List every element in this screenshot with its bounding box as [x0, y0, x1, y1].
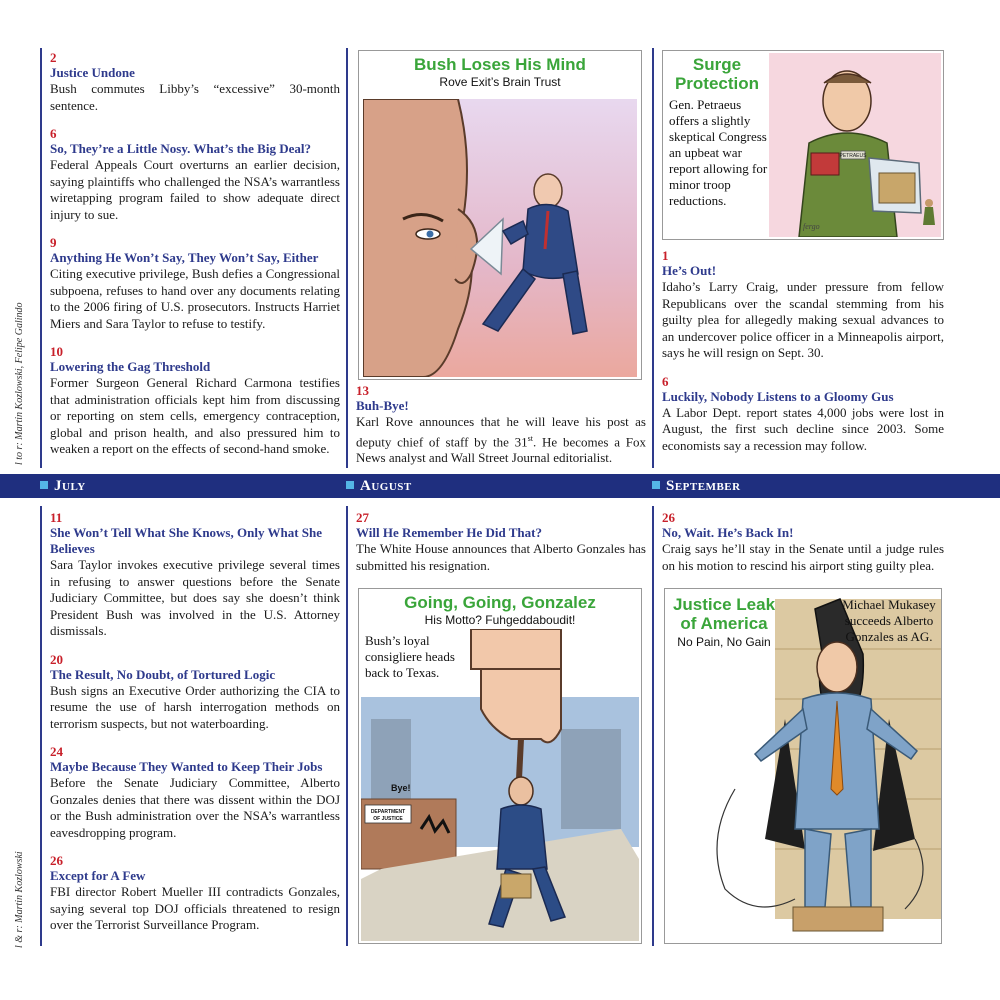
entry-headline: Luckily, Nobody Listens to a Gloomy Gus: [662, 388, 894, 404]
cartoon-illustration: [769, 53, 941, 237]
cartoon-justice-leak-of-america: [664, 588, 942, 944]
entry-day: 27: [356, 510, 369, 525]
news-entry: [50, 344, 340, 458]
column-rule-left-bottom: [40, 506, 42, 946]
cartoon-title-line: Justice Leak: [672, 595, 776, 614]
column-rule-right-bottom: [652, 506, 654, 946]
entry-headline: Lowering the Gag Threshold: [50, 359, 211, 374]
entry-headline: The Result, No Doubt, of Tortured Logic: [50, 666, 276, 682]
entry-headline: Will He Remember He Did That?: [356, 525, 542, 540]
entry-day: 13: [356, 383, 369, 398]
entry-text: Former Surgeon General Richard Carmona testifies that administration officials kept him from discussing or reporting on stem cells, emergency contraception, global and prison health, and also pressured him to weaken a report on the effects of second-hand smoke.: [50, 375, 340, 456]
entry-day: 2: [50, 50, 57, 65]
month-text: August: [360, 478, 412, 494]
cartoon-title: [669, 595, 779, 633]
photo-credit-top: l to r: Martin Kozlowski, Felipe Galindo: [14, 302, 25, 465]
news-entry: [356, 510, 646, 574]
entry-headline: He’s Out!: [662, 263, 717, 278]
cartoon-illustration: [363, 99, 637, 377]
september-bottom-column: [662, 510, 944, 586]
entry-headline: Maybe Because They Wanted to Keep Their Jobs: [50, 759, 323, 774]
news-entry: [662, 374, 944, 455]
month-label-september: [652, 474, 741, 498]
july-bottom-column: [50, 510, 340, 946]
bullet-square-icon: [346, 481, 354, 489]
month-label-august: [346, 474, 412, 498]
news-entry: [662, 248, 944, 362]
cartoon-subtitle: His Motto? Fuhgeddaboudit!: [424, 613, 576, 627]
news-entry: [662, 510, 944, 574]
september-top-column: [662, 248, 944, 466]
august-bottom-column: [356, 510, 646, 586]
news-entry: [356, 383, 646, 467]
entry-day: 20: [50, 651, 63, 667]
column-rule-left-top: [40, 48, 42, 468]
bullet-square-icon: [652, 481, 660, 489]
cartoon-title-line: of America: [680, 614, 768, 633]
entry-text: Federal Appeals Court overturns an earlier decision, saying plaintiffs who challenged the NSA’s warrantless wiretapping program failed to show adequate direct injury to sue.: [50, 157, 340, 222]
entry-day: 10: [50, 344, 63, 359]
cartoon-caption: Gen. Petraeus offers a slightly skeptical Congress an upbeat war report allowing for minor troop reductions.: [669, 97, 768, 208]
entry-text: Idaho’s Larry Craig, under pressure from fellow Republicans over the scandal stemming from his guilty plea for allegedly making sexual advances to an undercover police officer in a Minneapolis airport, says he will resign on Sept. 30.: [662, 279, 944, 360]
cartoon-title: [667, 55, 767, 93]
july-top-column: [50, 50, 340, 470]
cartoon-subtitle: Rove Exit’s Brain Trust: [439, 75, 561, 89]
entry-text: Citing executive privilege, Bush defies a Congressional subpoena, refuses to hand over any documents relating to the 2006 firing of U.S. prosecutors. Instructs Harriet Miers and Sara Taylor to refuse to testify.: [50, 266, 340, 331]
entry-text: Sara Taylor invokes executive privilege several times in refusing to answer questions before the Senate Judiciary Committee, but does say she doesn’t think President Bush was involved in the U.S. Attorney dismissals.: [50, 557, 340, 638]
column-rule-mid-top: [346, 48, 348, 468]
entry-text: Craig says he’ll stay in the Senate until a judge rules on his motion to rescind his airport sting guilty plea.: [662, 541, 944, 573]
entry-day: 6: [662, 373, 669, 389]
news-entry: [50, 235, 340, 332]
entry-text: A Labor Dept. report states 4,000 jobs were lost in August, the first such decline since 2003. Some economists say a recession may follow.: [662, 404, 944, 453]
cartoon-title-line: Surge: [692, 55, 742, 74]
cartoon-title-line: Protection: [674, 74, 760, 93]
entry-headline: She Won’t Tell What She Knows, Only What She Believes: [50, 525, 323, 556]
news-entry: [50, 126, 340, 223]
entry-text: [356, 414, 646, 467]
column-rule-right-top: [652, 48, 654, 468]
cartoon-title: Bush Loses His Mind: [414, 55, 586, 74]
news-entry: [50, 50, 340, 114]
entry-day: 24: [50, 744, 63, 759]
entry-text: Bush commutes Libby’s “excessive” 30-month sentence.: [50, 81, 340, 113]
entry-day: 26: [662, 510, 675, 525]
bullet-square-icon: [40, 481, 48, 489]
entry-headline: Justice Undone: [50, 65, 135, 80]
ordinal-suffix: st: [527, 433, 533, 443]
entry-headline: So, They’re a Little Nosy. What’s the Big Deal?: [50, 141, 311, 156]
photo-credit-bottom: l & r: Martin Kozlowski: [14, 851, 25, 948]
entry-headline: Anything He Won’t Say, They Won’t Say, Either: [50, 250, 319, 265]
artist-signature: fergo: [803, 222, 820, 231]
month-bar: [0, 474, 1000, 498]
entry-text-part: Karl Rove announces that he will leave his post as deputy chief of staff by the 31: [356, 414, 646, 449]
entry-text: The White House announces that Alberto Gonzales has submitted his resignation.: [356, 541, 646, 573]
entry-day: 1: [662, 248, 669, 263]
cartoon-going-going-gonzalez: [358, 588, 642, 944]
sign-text: DEPARTMENT: [370, 809, 406, 815]
entry-text: FBI director Robert Mueller III contradicts Gonzales, saying several top DOJ officials threatened to resign over the Terrorist Surveillance Program.: [50, 884, 340, 932]
entry-day: 26: [50, 853, 63, 868]
news-entry: [50, 744, 340, 841]
entry-headline: No, Wait. He’s Back In!: [662, 525, 794, 540]
entry-day: 6: [50, 126, 57, 141]
cartoon-caption: Michael Mukasey succeeds Alberto Gonzales as AG.: [842, 597, 936, 644]
speech-text: Bye!: [391, 783, 411, 793]
cartoon-caption: Bush’s loyal consigliere heads back to Texas.: [365, 633, 465, 681]
cartoon-surge-protection: [662, 50, 944, 240]
column-rule-mid-bottom: [346, 506, 348, 946]
entry-day: 11: [50, 510, 63, 525]
month-text: September: [666, 478, 741, 494]
entry-text-part: . He becomes a Fox News analyst and Wall Street Journal editorialist.: [356, 433, 646, 466]
cartoon-title: Going, Going, Gonzalez: [404, 593, 596, 612]
entry-text: Before the Senate Judiciary Committee, Alberto Gonzales denies that there was dissent within the DOJ or the Bush administration over the NSA’s warrantless eavesdropping program.: [50, 775, 340, 840]
entry-headline: Buh-Bye!: [356, 398, 409, 413]
sign-text: OF JUSTICE: [373, 816, 403, 822]
entry-text: Bush signs an Executive Order authorizing the CIA to resume the use of harsh interrogation methods on terrorism suspects, but not waterboarding.: [50, 682, 340, 731]
news-entry: [50, 652, 340, 733]
august-top-column: [356, 383, 646, 479]
entry-day: 9: [50, 235, 57, 250]
month-label-july: [40, 474, 86, 498]
news-entry: [50, 510, 340, 640]
entry-headline: Except for A Few: [50, 868, 146, 883]
nametag-text: PETRAEUS: [839, 153, 867, 159]
cartoon-subtitle: No Pain, No Gain: [677, 635, 771, 649]
news-entry: [50, 853, 340, 934]
month-text: July: [54, 478, 86, 494]
cartoon-bush-loses-his-mind: [358, 50, 642, 380]
